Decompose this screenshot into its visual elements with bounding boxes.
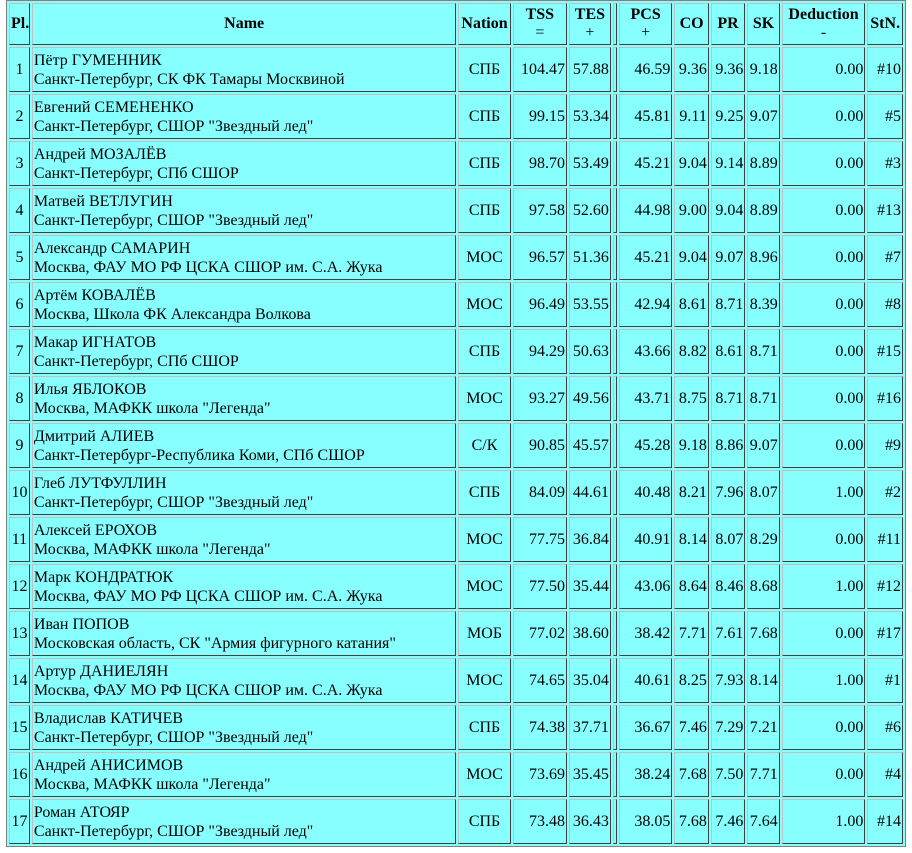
tes-cell: 49.56: [569, 376, 611, 421]
header-pcs[interactable]: [619, 3, 672, 45]
header-row: [9, 3, 903, 45]
header-tss[interactable]: [513, 3, 567, 45]
pr-cell: 9.04: [711, 188, 746, 233]
header-tes-sub: +: [585, 24, 595, 41]
placement-cell: 10: [9, 470, 30, 515]
skater-club: Санкт-Петербург, СШОР "Звездный лед": [33, 728, 314, 746]
tss-cell: 77.75: [513, 517, 567, 562]
tss-cell: 73.48: [513, 799, 567, 844]
header-tes-label: TES: [574, 6, 606, 23]
tss-cell: 99.15: [513, 94, 567, 139]
skater-name[interactable]: Андрей АНИСИМОВ: [33, 756, 184, 774]
nation-cell: МОС: [458, 658, 510, 703]
co-cell: 8.21: [674, 470, 709, 515]
placement-cell: 6: [9, 282, 30, 327]
header-pcs-label: PCS: [630, 6, 661, 23]
nation-cell: СПБ: [458, 141, 510, 186]
start-number-cell: #1: [867, 658, 903, 703]
pr-cell: 7.96: [711, 470, 746, 515]
tss-cell: 74.65: [513, 658, 567, 703]
sk-cell: 7.71: [747, 752, 779, 797]
pr-cell: 8.71: [711, 282, 746, 327]
table-row[interactable]: [9, 188, 903, 233]
co-cell: 9.36: [674, 47, 709, 92]
pcs-cell: 43.71: [619, 376, 672, 421]
skater-cell[interactable]: [32, 94, 456, 139]
skater-cell[interactable]: [32, 517, 456, 562]
pr-cell: 8.46: [711, 564, 746, 609]
table-row[interactable]: [9, 141, 903, 186]
skater-club: Санкт-Петербург, СШОР "Звездный лед": [33, 822, 314, 840]
skater-name[interactable]: Пётр ГУМЕННИК: [33, 51, 162, 69]
skater-club: Московская область, СК "Армия фигурного катания": [33, 634, 396, 652]
tes-cell: 38.60: [569, 611, 611, 656]
sk-cell: 8.14: [747, 658, 779, 703]
tss-cell: 97.58: [513, 188, 567, 233]
start-number-cell: #8: [867, 282, 903, 327]
co-cell: 8.75: [674, 376, 709, 421]
separator-cell: [613, 799, 617, 844]
nation-cell: С/К: [458, 423, 510, 468]
co-cell: 7.71: [674, 611, 709, 656]
tes-cell: 53.55: [569, 282, 611, 327]
start-number-cell: #6: [867, 705, 903, 750]
pr-cell: 7.93: [711, 658, 746, 703]
table-row[interactable]: [9, 94, 903, 139]
skater-name[interactable]: Илья ЯБЛОКОВ: [33, 380, 147, 398]
co-cell: 9.11: [674, 94, 709, 139]
pr-cell: 9.36: [711, 47, 746, 92]
pcs-cell: 38.24: [619, 752, 672, 797]
pcs-cell: 45.28: [619, 423, 672, 468]
separator-cell: [613, 470, 617, 515]
pcs-cell: 45.81: [619, 94, 672, 139]
header-deduction-sub: -: [820, 24, 827, 41]
tss-cell: 94.29: [513, 329, 567, 374]
tes-cell: 37.71: [569, 705, 611, 750]
placement-cell: 9: [9, 423, 30, 468]
co-cell: 7.68: [674, 799, 709, 844]
pcs-cell: 45.21: [619, 235, 672, 280]
header-co[interactable]: CO: [674, 3, 709, 45]
start-number-cell: #16: [867, 376, 903, 421]
placement-cell: 17: [9, 799, 30, 844]
tes-cell: 44.61: [569, 470, 611, 515]
tes-cell: 53.49: [569, 141, 611, 186]
nation-cell: СПБ: [458, 329, 510, 374]
tes-cell: 57.88: [569, 47, 611, 92]
pcs-cell: 40.91: [619, 517, 672, 562]
deduction-cell: 1.00: [782, 564, 866, 609]
header-deduction[interactable]: [782, 3, 866, 45]
sk-cell: 8.89: [747, 141, 779, 186]
header-deduction-label: Deduction: [788, 6, 859, 23]
header-separator: [613, 3, 617, 45]
separator-cell: [613, 658, 617, 703]
table-row[interactable]: [9, 470, 903, 515]
skater-name[interactable]: Роман АТОЯР: [33, 803, 130, 821]
table-row[interactable]: [9, 423, 903, 468]
skater-club: Санкт-Петербург, СК ФК Тамары Москвиной: [33, 70, 345, 88]
header-tes[interactable]: [569, 3, 611, 45]
tss-cell: 74.38: [513, 705, 567, 750]
co-cell: 9.04: [674, 235, 709, 280]
placement-cell: 4: [9, 188, 30, 233]
table-row[interactable]: [9, 282, 903, 327]
placement-cell: 13: [9, 611, 30, 656]
sk-cell: 8.39: [747, 282, 779, 327]
results-table: [6, 0, 906, 847]
sk-cell: 7.64: [747, 799, 779, 844]
skater-cell[interactable]: [32, 705, 456, 750]
placement-cell: 2: [9, 94, 30, 139]
skater-cell[interactable]: [32, 752, 456, 797]
sk-cell: 7.21: [747, 705, 779, 750]
start-number-cell: #17: [867, 611, 903, 656]
start-number-cell: #11: [867, 517, 903, 562]
skater-club: Москва, МАФКК школа "Легенда": [33, 399, 271, 417]
table-row[interactable]: [9, 517, 903, 562]
start-number-cell: #10: [867, 47, 903, 92]
pcs-cell: 44.98: [619, 188, 672, 233]
pcs-cell: 38.42: [619, 611, 672, 656]
separator-cell: [613, 564, 617, 609]
skater-name[interactable]: Марк КОНДРАТЮК: [33, 568, 174, 586]
start-number-cell: #2: [867, 470, 903, 515]
tss-cell: 98.70: [513, 141, 567, 186]
skater-club: Москва, ФАУ МО РФ ЦСКА СШОР им. С.А. Жука: [33, 258, 383, 276]
header-pcs-sub: +: [641, 24, 651, 41]
skater-cell[interactable]: [32, 611, 456, 656]
skater-club: Санкт-Петербург, СШОР "Звездный лед": [33, 493, 314, 511]
separator-cell: [613, 94, 617, 139]
tes-cell: 53.34: [569, 94, 611, 139]
placement-cell: 1: [9, 47, 30, 92]
pr-cell: 8.71: [711, 376, 746, 421]
skater-club: Санкт-Петербург, СПб СШОР: [33, 352, 239, 370]
co-cell: 7.68: [674, 752, 709, 797]
pcs-cell: 43.66: [619, 329, 672, 374]
pr-cell: 7.46: [711, 799, 746, 844]
deduction-cell: 0.00: [782, 376, 866, 421]
start-number-cell: #5: [867, 94, 903, 139]
separator-cell: [613, 47, 617, 92]
placement-cell: 5: [9, 235, 30, 280]
tes-cell: 36.43: [569, 799, 611, 844]
pr-cell: 7.50: [711, 752, 746, 797]
deduction-cell: 0.00: [782, 423, 866, 468]
sk-cell: 8.96: [747, 235, 779, 280]
skater-club: Москва, ФАУ МО РФ ЦСКА СШОР им. С.А. Жука: [33, 587, 383, 605]
start-number-cell: #4: [867, 752, 903, 797]
deduction-cell: 0.00: [782, 141, 866, 186]
deduction-cell: 0.00: [782, 517, 866, 562]
tes-cell: 45.57: [569, 423, 611, 468]
start-number-cell: #7: [867, 235, 903, 280]
separator-cell: [613, 376, 617, 421]
co-cell: 7.46: [674, 705, 709, 750]
tss-cell: 90.85: [513, 423, 567, 468]
co-cell: 8.82: [674, 329, 709, 374]
tes-cell: 35.44: [569, 564, 611, 609]
header-pl[interactable]: Pl.: [9, 3, 30, 45]
skater-cell[interactable]: [32, 423, 456, 468]
skater-cell[interactable]: [32, 141, 456, 186]
tes-cell: 36.84: [569, 517, 611, 562]
pr-cell: 7.29: [711, 705, 746, 750]
nation-cell: МОС: [458, 376, 510, 421]
tes-cell: 52.60: [569, 188, 611, 233]
nation-cell: СПБ: [458, 799, 510, 844]
table-row[interactable]: [9, 705, 903, 750]
pr-cell: 7.61: [711, 611, 746, 656]
header-stn[interactable]: StN.: [867, 3, 903, 45]
table-row[interactable]: [9, 752, 903, 797]
start-number-cell: #14: [867, 799, 903, 844]
tes-cell: 51.36: [569, 235, 611, 280]
skater-club: Москва, Школа ФК Александра Волкова: [33, 305, 311, 323]
nation-cell: СПБ: [458, 47, 510, 92]
co-cell: 8.14: [674, 517, 709, 562]
nation-cell: МОС: [458, 282, 510, 327]
placement-cell: 16: [9, 752, 30, 797]
sk-cell: 8.89: [747, 188, 779, 233]
separator-cell: [613, 752, 617, 797]
tss-cell: 96.49: [513, 282, 567, 327]
co-cell: 8.64: [674, 564, 709, 609]
sk-cell: 8.68: [747, 564, 779, 609]
separator-cell: [613, 141, 617, 186]
pr-cell: 8.86: [711, 423, 746, 468]
start-number-cell: #13: [867, 188, 903, 233]
placement-cell: 11: [9, 517, 30, 562]
separator-cell: [613, 423, 617, 468]
skater-name[interactable]: Матвей ВЕТЛУГИН: [33, 192, 173, 210]
skater-name[interactable]: Владислав КАТИЧЕВ: [33, 709, 184, 727]
skater-cell[interactable]: [32, 329, 456, 374]
skater-cell[interactable]: [32, 47, 456, 92]
separator-cell: [613, 705, 617, 750]
skater-club: Санкт-Петербург-Республика Коми, СПб СШОР: [33, 446, 365, 464]
deduction-cell: 0.00: [782, 752, 866, 797]
tss-cell: 96.57: [513, 235, 567, 280]
tes-cell: 50.63: [569, 329, 611, 374]
skater-name[interactable]: Артём КОВАЛЁВ: [33, 286, 156, 304]
results-table-container: [6, 0, 906, 853]
pr-cell: 9.14: [711, 141, 746, 186]
pcs-cell: 38.05: [619, 799, 672, 844]
skater-name[interactable]: Иван ПОПОВ: [33, 615, 130, 633]
skater-cell[interactable]: [32, 235, 456, 280]
skater-club: Санкт-Петербург, СПб СШОР: [33, 164, 239, 182]
nation-cell: СПБ: [458, 94, 510, 139]
pr-cell: 9.07: [711, 235, 746, 280]
sk-cell: 8.71: [747, 329, 779, 374]
skater-name[interactable]: Макар ИГНАТОВ: [33, 333, 157, 351]
separator-cell: [613, 188, 617, 233]
co-cell: 9.00: [674, 188, 709, 233]
sk-cell: 8.07: [747, 470, 779, 515]
skater-cell[interactable]: [32, 376, 456, 421]
skater-club: Санкт-Петербург, СШОР "Звездный лед": [33, 117, 314, 135]
pcs-cell: 43.06: [619, 564, 672, 609]
pr-cell: 8.07: [711, 517, 746, 562]
deduction-cell: 0.00: [782, 188, 866, 233]
pcs-cell: 46.59: [619, 47, 672, 92]
nation-cell: МОС: [458, 564, 510, 609]
table-row[interactable]: [9, 658, 903, 703]
sk-cell: 7.68: [747, 611, 779, 656]
nation-cell: МОС: [458, 517, 510, 562]
start-number-cell: #15: [867, 329, 903, 374]
skater-cell[interactable]: [32, 799, 456, 844]
separator-cell: [613, 329, 617, 374]
pcs-cell: 36.67: [619, 705, 672, 750]
table-row[interactable]: [9, 47, 903, 92]
skater-name[interactable]: Артур ДАНИЕЛЯН: [33, 662, 169, 680]
start-number-cell: #9: [867, 423, 903, 468]
pcs-cell: 40.48: [619, 470, 672, 515]
deduction-cell: 1.00: [782, 799, 866, 844]
skater-name[interactable]: Александр САМАРИН: [33, 239, 191, 257]
sk-cell: 9.07: [747, 94, 779, 139]
placement-cell: 14: [9, 658, 30, 703]
deduction-cell: 0.00: [782, 94, 866, 139]
tes-cell: 35.04: [569, 658, 611, 703]
deduction-cell: 0.00: [782, 235, 866, 280]
skater-name[interactable]: Андрей МОЗАЛЁВ: [33, 145, 167, 163]
sk-cell: 9.07: [747, 423, 779, 468]
results-body: [9, 47, 903, 844]
deduction-cell: 0.00: [782, 47, 866, 92]
tss-cell: 84.09: [513, 470, 567, 515]
placement-cell: 8: [9, 376, 30, 421]
table-row[interactable]: [9, 329, 903, 374]
deduction-cell: 1.00: [782, 658, 866, 703]
skater-cell[interactable]: [32, 470, 456, 515]
tss-cell: 104.47: [513, 47, 567, 92]
nation-cell: МОБ: [458, 611, 510, 656]
nation-cell: МОС: [458, 752, 510, 797]
header-nation[interactable]: Nation: [458, 3, 510, 45]
table-row[interactable]: [9, 564, 903, 609]
sk-cell: 8.71: [747, 376, 779, 421]
table-row[interactable]: [9, 235, 903, 280]
deduction-cell: 0.00: [782, 282, 866, 327]
co-cell: 8.61: [674, 282, 709, 327]
sk-cell: 8.29: [747, 517, 779, 562]
placement-cell: 15: [9, 705, 30, 750]
header-pr[interactable]: PR: [711, 3, 746, 45]
skater-cell[interactable]: [32, 282, 456, 327]
separator-cell: [613, 517, 617, 562]
skater-name[interactable]: Евгений СЕМЕНЕНКО: [33, 98, 194, 116]
co-cell: 9.04: [674, 141, 709, 186]
table-row[interactable]: [9, 799, 903, 844]
pcs-cell: 42.94: [619, 282, 672, 327]
nation-cell: СПБ: [458, 705, 510, 750]
separator-cell: [613, 235, 617, 280]
skater-club: Москва, МАФКК школа "Легенда": [33, 775, 271, 793]
skater-club: Москва, ФАУ МО РФ ЦСКА СШОР им. С.А. Жука: [33, 681, 383, 699]
skater-club: Москва, МАФКК школа "Легенда": [33, 540, 271, 558]
start-number-cell: #3: [867, 141, 903, 186]
tss-cell: 77.50: [513, 564, 567, 609]
co-cell: 9.18: [674, 423, 709, 468]
header-tss-sub: =: [535, 24, 545, 41]
tss-cell: 77.02: [513, 611, 567, 656]
table-row[interactable]: [9, 611, 903, 656]
deduction-cell: 0.00: [782, 611, 866, 656]
sk-cell: 9.18: [747, 47, 779, 92]
deduction-cell: 0.00: [782, 705, 866, 750]
skater-name[interactable]: Алексей ЕРОХОВ: [33, 521, 158, 539]
separator-cell: [613, 282, 617, 327]
co-cell: 8.25: [674, 658, 709, 703]
skater-cell[interactable]: [32, 564, 456, 609]
nation-cell: МОС: [458, 235, 510, 280]
skater-cell[interactable]: [32, 188, 456, 233]
pcs-cell: 45.21: [619, 141, 672, 186]
skater-cell[interactable]: [32, 658, 456, 703]
header-name[interactable]: Name: [32, 3, 456, 45]
skater-club: Санкт-Петербург, СШОР "Звездный лед": [33, 211, 314, 229]
skater-name[interactable]: Дмитрий АЛИЕВ: [33, 427, 155, 445]
separator-cell: [613, 611, 617, 656]
pr-cell: 9.25: [711, 94, 746, 139]
skater-name[interactable]: Глеб ЛУТФУЛЛИН: [33, 474, 167, 492]
tss-cell: 73.69: [513, 752, 567, 797]
tss-cell: 93.27: [513, 376, 567, 421]
start-number-cell: #12: [867, 564, 903, 609]
deduction-cell: 0.00: [782, 329, 866, 374]
tes-cell: 35.45: [569, 752, 611, 797]
placement-cell: 3: [9, 141, 30, 186]
header-sk[interactable]: SK: [747, 3, 779, 45]
placement-cell: 12: [9, 564, 30, 609]
pcs-cell: 40.61: [619, 658, 672, 703]
table-row[interactable]: [9, 376, 903, 421]
nation-cell: СПБ: [458, 188, 510, 233]
pr-cell: 8.61: [711, 329, 746, 374]
placement-cell: 7: [9, 329, 30, 374]
header-tss-label: TSS: [525, 6, 555, 23]
nation-cell: СПБ: [458, 470, 510, 515]
deduction-cell: 1.00: [782, 470, 866, 515]
